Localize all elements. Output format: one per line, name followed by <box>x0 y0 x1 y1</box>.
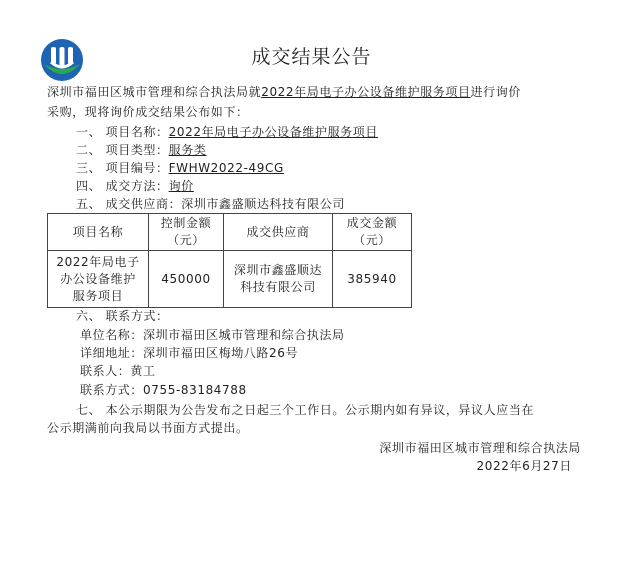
item-method <box>76 178 194 194</box>
header-supplier <box>224 214 333 251</box>
cell-text: 办公设备维护 <box>60 271 136 286</box>
contact-person: 联系人：黄工 <box>80 364 156 378</box>
intro-line-1 <box>47 84 521 100</box>
cell-control-amount: 450000 <box>149 251 224 308</box>
item-label: 二、 项目类型： <box>76 143 169 157</box>
intro-line-2: 采购，现将询价成交结果公布如下： <box>47 105 249 119</box>
header-text: 成交金额 <box>346 216 398 230</box>
header-text: 项目名称 <box>72 224 124 239</box>
cell-deal-amount: 385940 <box>333 251 412 308</box>
header-deal-amount <box>333 214 412 251</box>
header-project-name <box>48 214 149 251</box>
item-label: 三、 项目编号： <box>76 161 169 175</box>
item-value: 深圳市鑫盛顺达科技有限公司 <box>181 197 346 211</box>
item-project-code <box>76 160 284 176</box>
cell-supplier <box>224 251 333 308</box>
signature-date: 2022年6月27日 <box>476 459 572 473</box>
item-value: FWHW2022-49CG <box>168 161 284 175</box>
header-unit: （元） <box>353 233 391 247</box>
item-value: 服务类 <box>168 143 207 157</box>
signature-org: 深圳市福田区城市管理和综合执法局 <box>379 441 581 455</box>
cell-text: 深圳市鑫盛顺达 <box>233 263 323 277</box>
header-text: 控制金额 <box>160 216 212 230</box>
item-value: 询价 <box>168 179 194 193</box>
intro-project: 2022年局电子办公设备维护服务项目 <box>261 85 471 99</box>
intro-prefix: 深圳市福田区城市管理和综合执法局就 <box>47 85 262 99</box>
header-unit: （元） <box>167 233 205 247</box>
cell-text: 科技有限公司 <box>240 280 316 294</box>
table-row <box>48 251 412 308</box>
notice-line-2: 公示期满前向我局以书面方式提出。 <box>47 421 249 435</box>
cell-text: 2022年局电子 <box>56 254 140 269</box>
notice-line-1: 七、 本公示期限为公告发布之日起三个工作日。公示期内如有异议，异议人应当在 <box>76 403 535 417</box>
item-project-type <box>76 142 206 158</box>
contact-unit: 单位名称：深圳市福田区城市管理和综合执法局 <box>80 328 345 342</box>
page-title: 成交结果公告 <box>251 46 372 68</box>
header-control-amount <box>149 214 224 251</box>
intro-suffix: 进行询价 <box>470 85 521 99</box>
item-label: 五、 成交供应商： <box>76 197 182 211</box>
item-label: 一、 项目名称： <box>76 125 169 139</box>
contact-heading: 六、 联系方式： <box>76 309 169 323</box>
header-text: 成交供应商 <box>246 224 310 239</box>
item-value: 2022年局电子办公设备维护服务项目 <box>168 125 378 139</box>
table-header-row <box>48 214 412 251</box>
result-table <box>47 213 412 308</box>
cell-text: 服务项目 <box>72 288 124 303</box>
cell-project-name <box>48 251 149 308</box>
item-label: 四、 成交方法： <box>76 179 169 193</box>
item-supplier <box>76 196 345 212</box>
contact-phone: 联系方式：0755-83184788 <box>80 383 247 397</box>
contact-address: 详细地址：深圳市福田区梅坳八路26号 <box>80 346 299 360</box>
item-project-name <box>76 124 378 140</box>
